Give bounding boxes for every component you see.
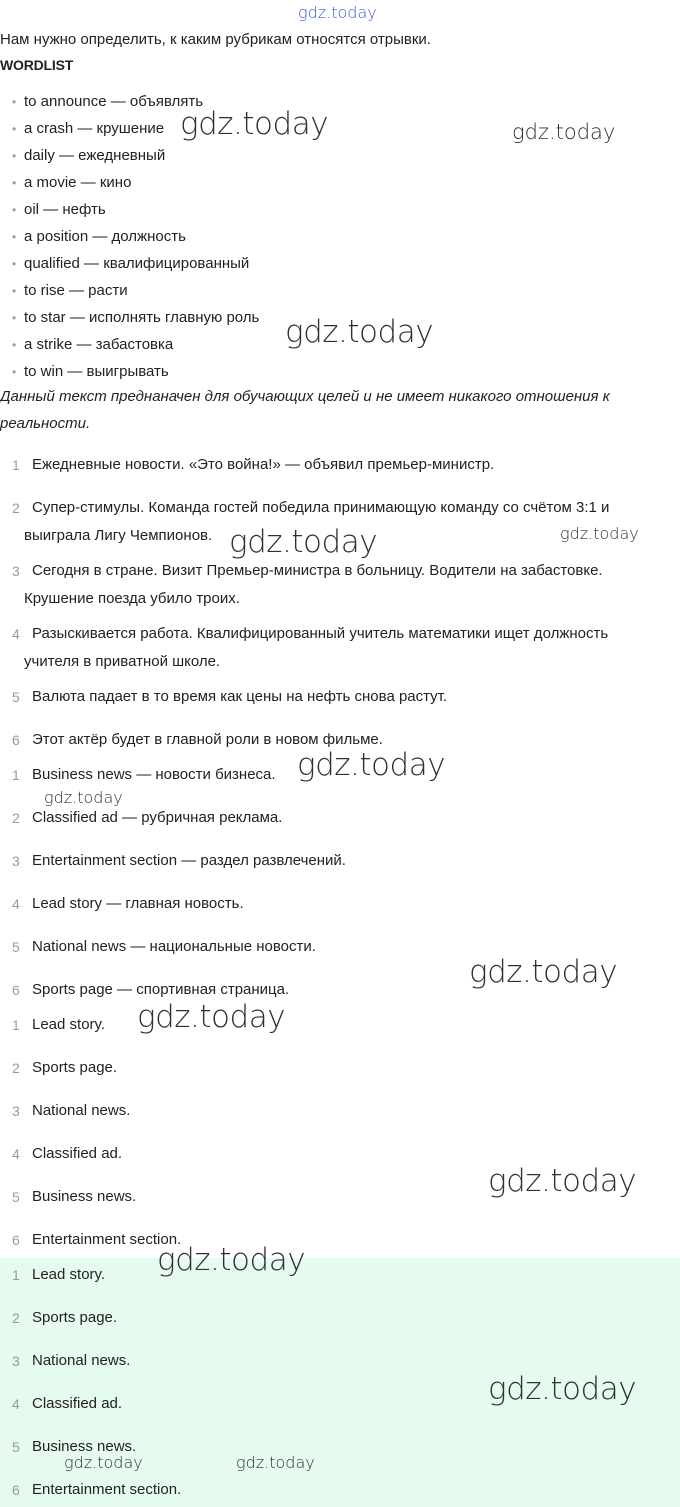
list-number: 6 xyxy=(12,982,20,998)
list-number: 5 xyxy=(12,939,20,955)
list-item: Sports page — спортивная страница. xyxy=(32,981,290,998)
list-number: 4 xyxy=(12,1396,20,1412)
list-item: Business news. xyxy=(32,1438,137,1455)
wordlist-item: qualified — квалифицированный xyxy=(24,255,250,272)
wordlist-title: WORDLIST xyxy=(0,57,74,73)
list-item: Business news — новости бизнеса. xyxy=(32,766,276,783)
list-number: 1 xyxy=(12,767,20,783)
list-item: Супер-стимулы. Команда гостей победила принимающую команду со счётом 3:1 и выиграла Лигу Чемпионов. xyxy=(24,499,610,544)
wordlist-item: a position — должность xyxy=(24,228,186,245)
list-number: 4 xyxy=(12,626,20,642)
bullet-icon: • xyxy=(12,122,17,136)
wordlist-item: a crash — крушение xyxy=(24,120,165,137)
list-item: Classified ad. xyxy=(32,1145,123,1162)
list-item: Sports page. xyxy=(32,1059,118,1076)
list-number: 4 xyxy=(12,896,20,912)
bullet-icon: • xyxy=(12,284,17,298)
list-item: Ежедневные новости. «Это война!» — объявил премьер-министр. xyxy=(32,456,495,473)
wordlist-item: to star — исполнять главную роль xyxy=(24,309,260,326)
disclaimer: Данный текст преднаначен для обучающих целей и не имеет никакого отношения к реальности. xyxy=(0,388,610,432)
list-number: 6 xyxy=(12,1482,20,1498)
list-number: 3 xyxy=(12,563,20,579)
list-item: Entertainment section. xyxy=(32,1481,182,1498)
watermark: gdz.today xyxy=(488,1371,637,1407)
watermark: gdz.today xyxy=(137,999,286,1035)
list-item: Sports page. xyxy=(32,1309,118,1326)
watermark: gdz.today xyxy=(64,1453,143,1472)
list-number: 2 xyxy=(12,500,20,516)
wordlist-item: to announce — объявлять xyxy=(24,93,204,110)
list-item: National news. xyxy=(32,1352,131,1369)
list-number: 3 xyxy=(12,1103,20,1119)
list-number: 4 xyxy=(12,1146,20,1162)
list-item: Lead story. xyxy=(32,1016,106,1033)
list-number: 5 xyxy=(12,1189,20,1205)
list-item: Classified ad. xyxy=(32,1395,123,1412)
list-item: Этот актёр будет в главной роли в новом фильме. xyxy=(32,731,383,748)
list-number: 2 xyxy=(12,1310,20,1326)
bullet-icon: • xyxy=(12,203,17,217)
watermark: gdz.today xyxy=(560,524,639,543)
bullet-icon: • xyxy=(12,95,17,109)
wordlist-item: a strike — забастовка xyxy=(24,336,174,353)
list-item: National news. xyxy=(32,1102,131,1119)
list-item: Разыскивается работа. Квалифицированный учитель математики ищет должность учителя в приватной школе. xyxy=(24,625,609,670)
bullet-icon: • xyxy=(12,149,17,163)
list-number: 3 xyxy=(12,1353,20,1369)
list-number: 1 xyxy=(12,1017,20,1033)
watermark: gdz.today xyxy=(285,314,434,350)
wordlist-item: to win — выигрывать xyxy=(24,363,169,380)
list-number: 2 xyxy=(12,1060,20,1076)
list-number: 2 xyxy=(12,810,20,826)
list-item: Валюта падает в то время как цены на нефть снова растут. xyxy=(32,688,448,705)
list-item: Сегодня в стране. Визит Премьер-министра в больницу. Водители на забастовке. Крушение поезда убило троих. xyxy=(24,562,603,607)
watermark: gdz.today xyxy=(44,788,123,807)
watermark: gdz.today xyxy=(512,120,616,144)
list-number: 5 xyxy=(12,689,20,705)
task-intro: Нам нужно определить, к каким рубрикам относятся отрывки. xyxy=(0,31,431,48)
watermark: gdz.today xyxy=(297,747,446,783)
watermark: gdz.today xyxy=(236,1453,315,1472)
watermark: gdz.today xyxy=(488,1163,637,1199)
list-item: Business news. xyxy=(32,1188,137,1205)
watermark: gdz.today xyxy=(157,1242,306,1278)
list-number: 1 xyxy=(12,1267,20,1283)
watermark: gdz.today xyxy=(180,106,329,142)
watermark: gdz.today xyxy=(229,524,378,560)
bullet-icon: • xyxy=(12,257,17,271)
list-number: 6 xyxy=(12,732,20,748)
list-item: Classified ad — рубричная реклама. xyxy=(32,809,283,826)
watermark: gdz.today xyxy=(469,954,618,990)
list-item: Lead story — главная новость. xyxy=(32,895,244,912)
list-item: Entertainment section — раздел развлечений. xyxy=(32,852,346,869)
bullet-icon: • xyxy=(12,176,17,190)
list-item: Entertainment section. xyxy=(32,1231,182,1248)
wordlist-item: oil — нефть xyxy=(24,201,106,218)
list-number: 3 xyxy=(12,853,20,869)
watermark-top: gdz.today xyxy=(298,3,377,22)
bullet-icon: • xyxy=(12,311,17,325)
wordlist-item: to rise — расти xyxy=(24,282,128,299)
list-item: National news — национальные новости. xyxy=(32,938,316,955)
wordlist-item: a movie — кино xyxy=(24,174,132,191)
list-item: Lead story. xyxy=(32,1266,106,1283)
list-number: 6 xyxy=(12,1232,20,1248)
list-number: 5 xyxy=(12,1439,20,1455)
list-number: 1 xyxy=(12,457,20,473)
bullet-icon: • xyxy=(12,365,17,379)
bullet-icon: • xyxy=(12,338,17,352)
bullet-icon: • xyxy=(12,230,17,244)
wordlist-item: daily — ежедневный xyxy=(24,147,166,164)
